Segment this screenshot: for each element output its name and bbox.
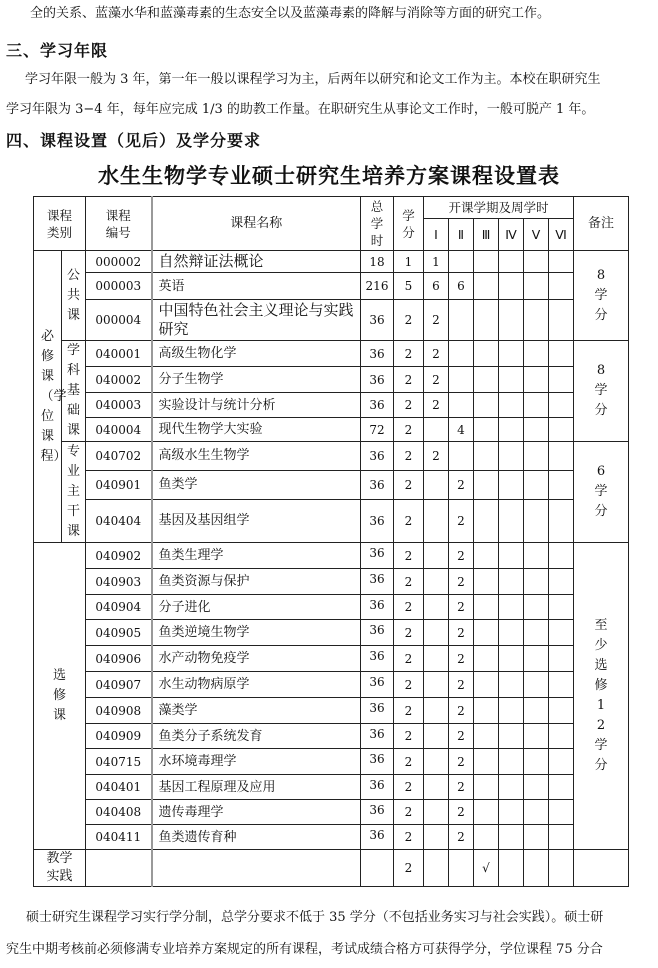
course-total-hours: 36 <box>361 724 394 749</box>
course-credits: 2 <box>394 825 424 850</box>
course-semester-5 <box>524 698 549 724</box>
group-elective: 选修课 <box>34 543 86 850</box>
course-semester-6 <box>549 341 574 367</box>
course-code: 000002 <box>86 251 152 273</box>
table-row <box>34 620 629 646</box>
course-semester-6 <box>549 724 574 749</box>
header-name: 课程名称 <box>152 197 361 251</box>
course-total-hours: 36 <box>361 749 394 775</box>
course-credits: 2 <box>394 499 424 542</box>
course-semester-2: 2 <box>449 620 474 646</box>
course-semester-5 <box>524 470 549 499</box>
course-semester-6 <box>549 418 574 442</box>
section-heading-study-duration: 三、学习年限 <box>6 41 109 60</box>
table-row <box>34 569 629 595</box>
course-name: 遗传毒理学 <box>152 800 361 825</box>
table-row <box>34 393 629 418</box>
course-code: 040004 <box>86 418 152 442</box>
header-semester-6: Ⅵ <box>549 219 574 251</box>
course-credits: 2 <box>394 620 424 646</box>
course-table <box>33 196 629 887</box>
course-semester-2: 2 <box>449 749 474 775</box>
course-semester-5 <box>524 569 549 595</box>
course-semester-1: 2 <box>424 300 449 341</box>
header-code: 课程编号 <box>86 197 152 251</box>
course-credits: 2 <box>394 749 424 775</box>
course-name: 水环境毒理学 <box>152 749 361 775</box>
course-name: 高级水生生物学 <box>152 442 361 471</box>
course-semester-1 <box>424 724 449 749</box>
header-category: 课程类别 <box>34 197 86 251</box>
course-semester-1 <box>424 775 449 800</box>
course-semester-3 <box>474 251 499 273</box>
course-code: 040901 <box>86 470 152 499</box>
course-semester-4 <box>499 442 524 471</box>
course-total-hours: 36 <box>361 367 394 393</box>
course-semester-2: 2 <box>449 775 474 800</box>
header-remark: 备注 <box>574 197 629 251</box>
course-code: 040001 <box>86 341 152 367</box>
course-semester-4 <box>499 595 524 620</box>
course-semester-1 <box>424 850 449 887</box>
course-name: 基因工程原理及应用 <box>152 775 361 800</box>
table-row <box>34 800 629 825</box>
course-code: 040906 <box>86 646 152 672</box>
table-row <box>34 646 629 672</box>
course-semester-4 <box>499 543 524 569</box>
table-row <box>34 470 629 499</box>
course-credits: 2 <box>394 300 424 341</box>
course-semester-2: 2 <box>449 470 474 499</box>
course-name: 现代生物学大实验 <box>152 418 361 442</box>
subgroup-major: 专业主干课 <box>62 442 86 543</box>
study-duration-paragraph-line-2: 学习年限为 3−4 年，每年应完成 1/3 的助教工作量。在职研究生从事论文工作时，一般可脱产 1 年。 <box>6 102 595 117</box>
course-semester-2 <box>449 850 474 887</box>
table-row <box>34 698 629 724</box>
course-semester-1 <box>424 595 449 620</box>
course-semester-6 <box>549 749 574 775</box>
intro-paragraph-line: 全的关系、蓝藻水华和蓝藻毒素的生态安全以及蓝藻毒素的降解与消除等方面的研究工作。 <box>30 6 551 21</box>
course-total-hours: 36 <box>361 470 394 499</box>
course-semester-1 <box>424 672 449 698</box>
course-credits: 2 <box>394 341 424 367</box>
course-semester-6 <box>549 273 574 300</box>
course-semester-3 <box>474 775 499 800</box>
course-code: 040401 <box>86 775 152 800</box>
course-semester-3: √ <box>474 850 499 887</box>
course-semester-2: 6 <box>449 273 474 300</box>
course-semester-4 <box>499 341 524 367</box>
course-semester-6 <box>549 300 574 341</box>
course-semester-3 <box>474 825 499 850</box>
course-semester-6 <box>549 850 574 887</box>
course-semester-3 <box>474 470 499 499</box>
course-semester-6 <box>549 672 574 698</box>
course-semester-5 <box>524 775 549 800</box>
table-row <box>34 543 629 569</box>
course-semester-5 <box>524 595 549 620</box>
course-total-hours: 72 <box>361 418 394 442</box>
course-semester-1 <box>424 620 449 646</box>
table-row <box>34 825 629 850</box>
header-total-hours: 总学时 <box>361 197 394 251</box>
course-semester-3 <box>474 300 499 341</box>
course-code: 040411 <box>86 825 152 850</box>
course-credits: 2 <box>394 646 424 672</box>
group-required: 必修课（学位课程） <box>34 251 62 543</box>
course-semester-4 <box>499 367 524 393</box>
course-code: 040904 <box>86 595 152 620</box>
course-semester-1 <box>424 825 449 850</box>
course-credits: 2 <box>394 470 424 499</box>
course-semester-1 <box>424 698 449 724</box>
course-semester-3 <box>474 800 499 825</box>
course-semester-4 <box>499 273 524 300</box>
course-semester-5 <box>524 646 549 672</box>
table-row <box>34 418 629 442</box>
course-semester-6 <box>549 393 574 418</box>
course-name: 鱼类遗传育种 <box>152 825 361 850</box>
study-duration-paragraph-line-1: 学习年限一般为 3 年，第一年一般以课程学习为主，后两年以研究和论文工作为主。本校在职研究生 <box>25 72 601 87</box>
course-name: 鱼类逆境生物学 <box>152 620 361 646</box>
course-semester-1: 2 <box>424 341 449 367</box>
course-name: 水产动物免疫学 <box>152 646 361 672</box>
course-credits: 2 <box>394 850 424 887</box>
table-row <box>34 724 629 749</box>
course-semester-5 <box>524 800 549 825</box>
group-practice: 教学实践 <box>34 850 86 887</box>
course-code: 040903 <box>86 569 152 595</box>
footer-paragraph-line-1: 硕士研究生课程学习实行学分制，总学分要求不低于 35 学分（不包括业务实习与社会实践）。硕士研 <box>26 910 604 925</box>
header-semester-group: 开课学期及周学时 <box>424 197 574 219</box>
course-semester-4 <box>499 800 524 825</box>
course-semester-6 <box>549 367 574 393</box>
course-total-hours: 36 <box>361 800 394 825</box>
table-row-practice <box>34 850 629 887</box>
course-semester-6 <box>549 251 574 273</box>
course-semester-5 <box>524 251 549 273</box>
course-semester-6 <box>549 800 574 825</box>
course-semester-4 <box>499 470 524 499</box>
course-name: 自然辩证法概论 <box>152 251 361 273</box>
course-semester-3 <box>474 442 499 471</box>
course-semester-2 <box>449 341 474 367</box>
course-semester-4 <box>499 724 524 749</box>
course-semester-5 <box>524 543 549 569</box>
course-code: 040907 <box>86 672 152 698</box>
course-total-hours: 216 <box>361 273 394 300</box>
course-code: 000003 <box>86 273 152 300</box>
course-semester-4 <box>499 620 524 646</box>
course-semester-5 <box>524 300 549 341</box>
course-code: 000004 <box>86 300 152 341</box>
table-row <box>34 499 629 542</box>
course-name: 鱼类资源与保护 <box>152 569 361 595</box>
course-total-hours: 36 <box>361 543 394 569</box>
header-semester-3: Ⅲ <box>474 219 499 251</box>
section-heading-course-setup: 四、课程设置（见后）及学分要求 <box>6 131 262 150</box>
header-semester-5: Ⅴ <box>524 219 549 251</box>
course-semester-1: 1 <box>424 251 449 273</box>
course-semester-5 <box>524 341 549 367</box>
course-semester-3 <box>474 273 499 300</box>
course-semester-4 <box>499 850 524 887</box>
course-semester-2 <box>449 251 474 273</box>
course-name: 基因及基因组学 <box>152 499 361 542</box>
course-semester-4 <box>499 393 524 418</box>
table-row <box>34 595 629 620</box>
course-total-hours: 36 <box>361 569 394 595</box>
course-semester-5 <box>524 273 549 300</box>
course-total-hours: 36 <box>361 698 394 724</box>
table-row <box>34 775 629 800</box>
course-total-hours: 36 <box>361 300 394 341</box>
course-semester-1: 6 <box>424 273 449 300</box>
course-name: 实验设计与统计分析 <box>152 393 361 418</box>
course-name <box>152 850 361 887</box>
course-credits: 5 <box>394 273 424 300</box>
course-semester-3 <box>474 341 499 367</box>
course-code: 040902 <box>86 543 152 569</box>
course-semester-2: 2 <box>449 595 474 620</box>
course-semester-5 <box>524 418 549 442</box>
remark-elective: 至少选修12学分 <box>574 543 629 850</box>
course-semester-3 <box>474 393 499 418</box>
header-credits: 学分 <box>394 197 424 251</box>
course-semester-1 <box>424 499 449 542</box>
course-credits: 2 <box>394 367 424 393</box>
course-semester-4 <box>499 646 524 672</box>
course-semester-4 <box>499 300 524 341</box>
course-semester-5 <box>524 825 549 850</box>
course-semester-6 <box>549 775 574 800</box>
course-semester-1 <box>424 418 449 442</box>
course-semester-5 <box>524 393 549 418</box>
course-semester-6 <box>549 543 574 569</box>
course-semester-3 <box>474 367 499 393</box>
course-semester-3 <box>474 569 499 595</box>
table-row <box>34 749 629 775</box>
course-semester-6 <box>549 620 574 646</box>
header-semester-4: Ⅳ <box>499 219 524 251</box>
table-row <box>34 672 629 698</box>
course-semester-3 <box>474 620 499 646</box>
course-semester-2: 4 <box>449 418 474 442</box>
remark-major: 6学分 <box>574 442 629 543</box>
footer-paragraph-line-2: 究生中期考核前必须修满专业培养方案规定的所有课程，考试成绩合格方可获得学分，学位课程 75 分合 <box>6 942 603 957</box>
course-credits: 2 <box>394 393 424 418</box>
course-semester-1 <box>424 749 449 775</box>
course-name: 鱼类分子系统发育 <box>152 724 361 749</box>
course-total-hours <box>361 850 394 887</box>
course-code: 040715 <box>86 749 152 775</box>
course-code: 040003 <box>86 393 152 418</box>
course-semester-1 <box>424 800 449 825</box>
course-semester-1: 2 <box>424 393 449 418</box>
course-semester-6 <box>549 595 574 620</box>
course-semester-4 <box>499 418 524 442</box>
course-semester-6 <box>549 825 574 850</box>
course-semester-3 <box>474 595 499 620</box>
course-semester-3 <box>474 672 499 698</box>
course-code: 040905 <box>86 620 152 646</box>
course-semester-2: 2 <box>449 698 474 724</box>
course-semester-5 <box>524 442 549 471</box>
course-semester-4 <box>499 569 524 595</box>
course-semester-5 <box>524 499 549 542</box>
course-semester-6 <box>549 646 574 672</box>
subgroup-basic: 学科基础课 <box>62 341 86 442</box>
header-semester-2: Ⅱ <box>449 219 474 251</box>
remark-practice <box>574 850 629 887</box>
subgroup-public: 公共课 <box>62 251 86 341</box>
course-semester-1 <box>424 569 449 595</box>
remark-public: 8学分 <box>574 251 629 341</box>
course-semester-6 <box>549 569 574 595</box>
course-code: 040002 <box>86 367 152 393</box>
course-semester-2: 2 <box>449 569 474 595</box>
course-semester-2 <box>449 442 474 471</box>
course-total-hours: 36 <box>361 499 394 542</box>
course-total-hours: 36 <box>361 393 394 418</box>
course-semester-6 <box>549 698 574 724</box>
course-semester-5 <box>524 850 549 887</box>
course-semester-2: 2 <box>449 543 474 569</box>
course-semester-4 <box>499 775 524 800</box>
course-code: 040909 <box>86 724 152 749</box>
course-total-hours: 36 <box>361 825 394 850</box>
course-semester-2 <box>449 367 474 393</box>
course-semester-6 <box>549 442 574 471</box>
course-credits: 2 <box>394 543 424 569</box>
course-semester-5 <box>524 672 549 698</box>
table-row <box>34 251 629 273</box>
course-semester-2: 2 <box>449 672 474 698</box>
course-code: 040702 <box>86 442 152 471</box>
course-semester-2: 2 <box>449 646 474 672</box>
course-semester-1: 2 <box>424 367 449 393</box>
course-code: 040408 <box>86 800 152 825</box>
course-semester-4 <box>499 672 524 698</box>
course-semester-1 <box>424 470 449 499</box>
header-semester-1: Ⅰ <box>424 219 449 251</box>
course-name: 鱼类学 <box>152 470 361 499</box>
course-semester-5 <box>524 749 549 775</box>
course-credits: 2 <box>394 569 424 595</box>
course-semester-3 <box>474 418 499 442</box>
table-row <box>34 442 629 471</box>
table-row <box>34 300 629 341</box>
course-semester-1 <box>424 646 449 672</box>
course-semester-4 <box>499 499 524 542</box>
table-row <box>34 341 629 367</box>
course-name: 鱼类生理学 <box>152 543 361 569</box>
course-credits: 2 <box>394 595 424 620</box>
course-name: 英语 <box>152 273 361 300</box>
remark-basic: 8学分 <box>574 341 629 442</box>
course-semester-3 <box>474 646 499 672</box>
course-credits: 2 <box>394 800 424 825</box>
course-credits: 2 <box>394 418 424 442</box>
course-credits: 2 <box>394 698 424 724</box>
table-title: 水生生物学专业硕士研究生培养方案课程设置表 <box>98 164 560 188</box>
course-credits: 1 <box>394 251 424 273</box>
course-name: 水生动物病原学 <box>152 672 361 698</box>
course-code: 040908 <box>86 698 152 724</box>
course-semester-1: 2 <box>424 442 449 471</box>
course-name: 高级生物化学 <box>152 341 361 367</box>
course-total-hours: 36 <box>361 620 394 646</box>
course-total-hours: 18 <box>361 251 394 273</box>
course-total-hours: 36 <box>361 341 394 367</box>
course-semester-2 <box>449 393 474 418</box>
course-semester-4 <box>499 749 524 775</box>
course-total-hours: 36 <box>361 672 394 698</box>
course-semester-1 <box>424 543 449 569</box>
course-semester-2: 2 <box>449 800 474 825</box>
course-semester-3 <box>474 724 499 749</box>
course-semester-4 <box>499 698 524 724</box>
course-code <box>86 850 152 887</box>
course-semester-5 <box>524 620 549 646</box>
course-semester-2: 2 <box>449 825 474 850</box>
course-credits: 2 <box>394 775 424 800</box>
course-name: 中国特色社会主义理论与实践研究 <box>152 300 361 341</box>
course-name: 分子进化 <box>152 595 361 620</box>
course-semester-4 <box>499 825 524 850</box>
course-semester-5 <box>524 367 549 393</box>
course-semester-3 <box>474 749 499 775</box>
course-name: 藻类学 <box>152 698 361 724</box>
course-semester-3 <box>474 543 499 569</box>
course-name: 分子生物学 <box>152 367 361 393</box>
table-row <box>34 273 629 300</box>
course-credits: 2 <box>394 672 424 698</box>
course-semester-6 <box>549 470 574 499</box>
course-total-hours: 36 <box>361 442 394 471</box>
course-credits: 2 <box>394 442 424 471</box>
table-row <box>34 367 629 393</box>
course-total-hours: 36 <box>361 646 394 672</box>
course-semester-4 <box>499 251 524 273</box>
course-semester-2 <box>449 300 474 341</box>
course-semester-2: 2 <box>449 724 474 749</box>
course-semester-6 <box>549 499 574 542</box>
course-credits: 2 <box>394 724 424 749</box>
course-semester-5 <box>524 724 549 749</box>
course-semester-2: 2 <box>449 499 474 542</box>
course-total-hours: 36 <box>361 595 394 620</box>
course-semester-3 <box>474 499 499 542</box>
course-total-hours: 36 <box>361 775 394 800</box>
course-semester-3 <box>474 698 499 724</box>
course-code: 040404 <box>86 499 152 542</box>
